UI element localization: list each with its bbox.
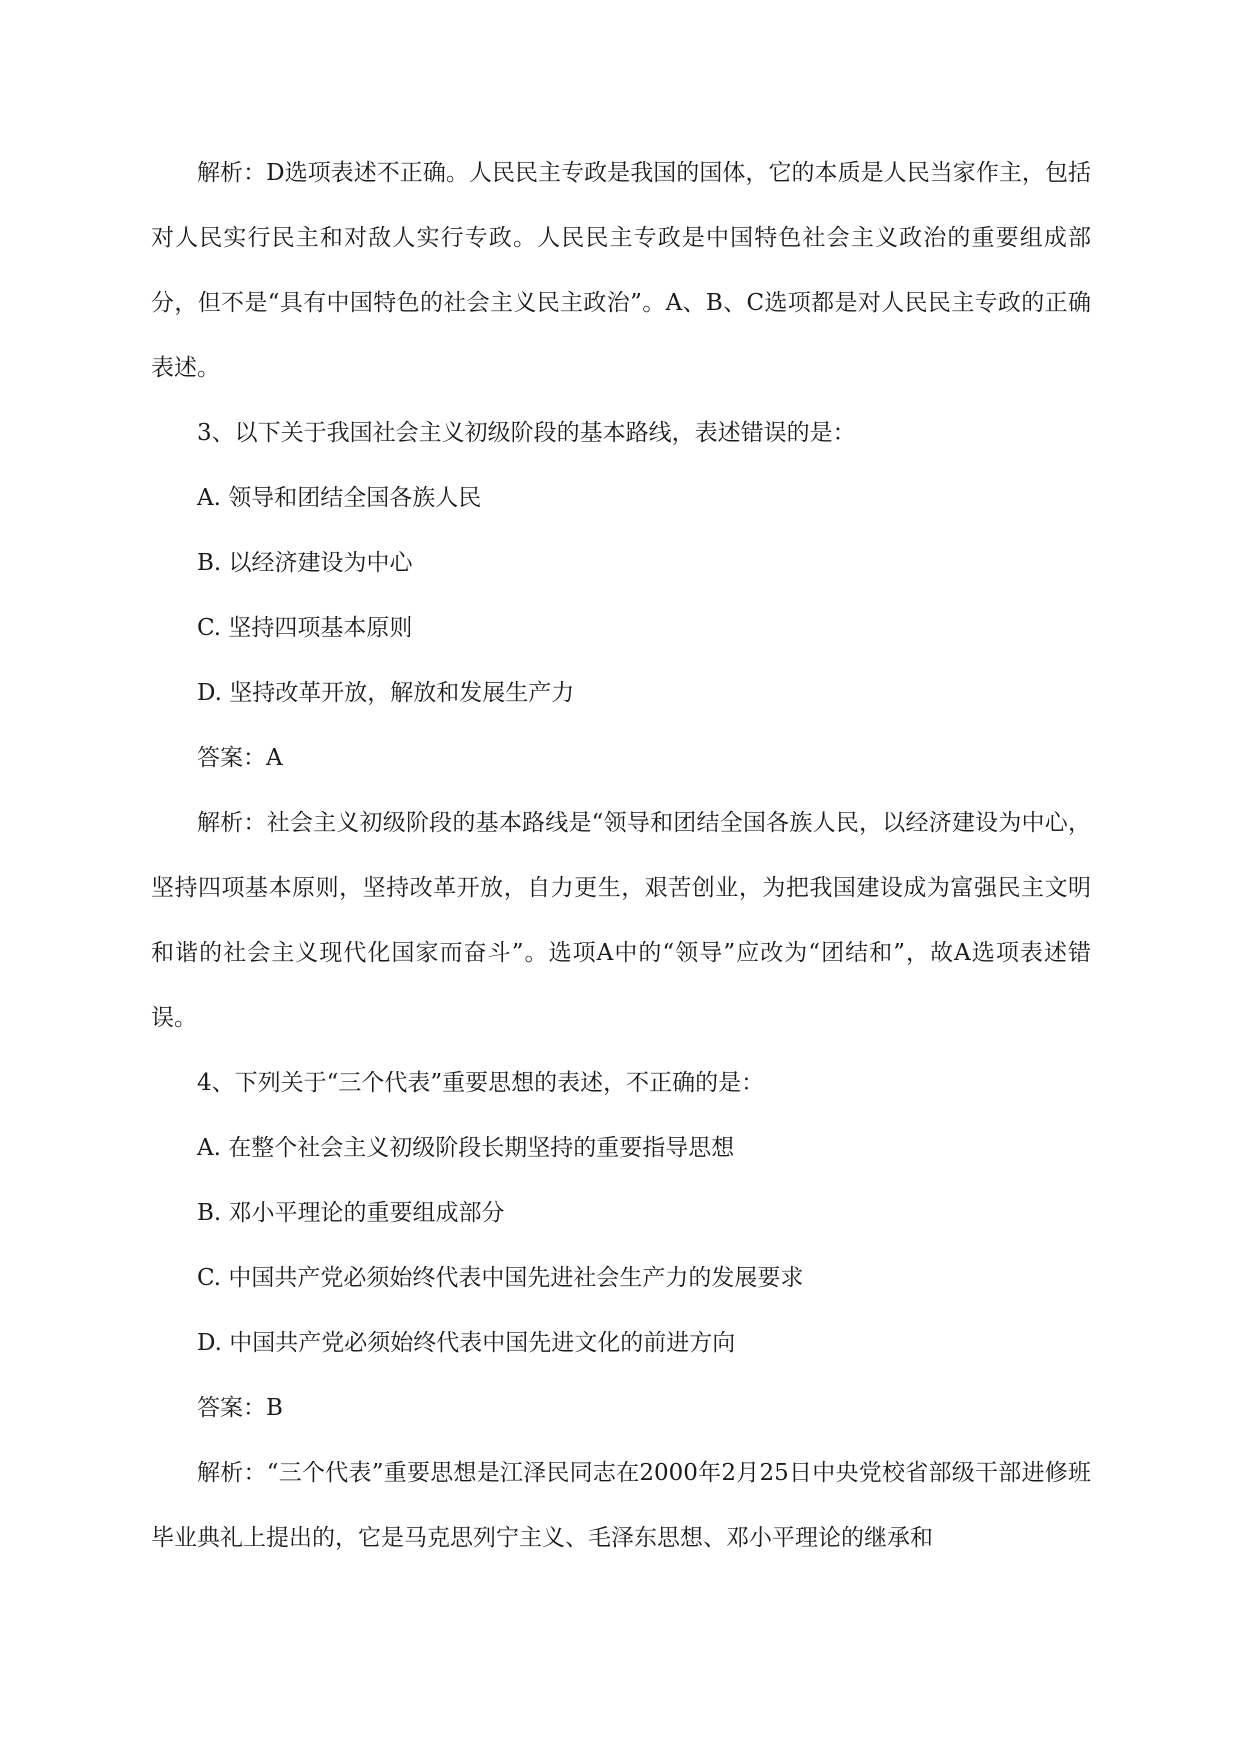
question-3-option-d: D. 坚持改革开放，解放和发展生产力 bbox=[197, 680, 575, 706]
question-4-explanation: 解析：“三个代表”重要思想是江泽民同志在2000年2月25日中央党校省部级干部进修班毕业典礼上提出的，它是马克思列宁主义、毛泽东思想、邓小平理论的继承和 bbox=[151, 1460, 1091, 1551]
question-4-option-c: C. 中国共产党必须始终代表中国先进社会生产力的发展要求 bbox=[197, 1265, 804, 1291]
explanation-paragraph: 解析：D选项表述不正确。人民民主专政是我国的国体，它的本质是人民当家作主，包括对人民实行民主和对敌人实行专政。人民民主专政是中国特色社会主义政治的重要组成部分，但不是“具有中国特色的社会主义民主政治”。A、B、C选项都是对人民民主专政的正确表述。 bbox=[151, 160, 1091, 381]
question-3-option-b: B. 以经济建设为中心 bbox=[197, 550, 413, 576]
question-4-option-b: B. 邓小平理论的重要组成部分 bbox=[197, 1200, 505, 1226]
question-3-explanation: 解析：社会主义初级阶段的基本路线是“领导和团结全国各族人民，以经济建设为中心，坚持四项基本原则，坚持改革开放，自力更生，艰苦创业，为把我国建设成为富强民主文明和谐的社会主义现代化国家而奋斗”。选项A中的“领导”应改为“团结和”，故A选项表述错误。 bbox=[151, 810, 1091, 1031]
question-3-stem: 3、以下关于我国社会主义初级阶段的基本路线，表述错误的是： bbox=[197, 420, 856, 446]
document-body bbox=[151, 141, 1091, 1571]
question-4-answer: 答案：B bbox=[197, 1395, 283, 1421]
question-4-stem: 4、下列关于“三个代表”重要思想的表述，不正确的是： bbox=[197, 1070, 765, 1096]
question-4-option-a: A. 在整个社会主义初级阶段长期坚持的重要指导思想 bbox=[197, 1135, 735, 1161]
question-4-option-d: D. 中国共产党必须始终代表中国先进文化的前进方向 bbox=[197, 1330, 736, 1356]
question-3-answer: 答案：A bbox=[197, 745, 283, 771]
question-3-option-c: C. 坚持四项基本原则 bbox=[197, 615, 413, 641]
question-3-option-a: A. 领导和团结全国各族人民 bbox=[197, 485, 482, 511]
